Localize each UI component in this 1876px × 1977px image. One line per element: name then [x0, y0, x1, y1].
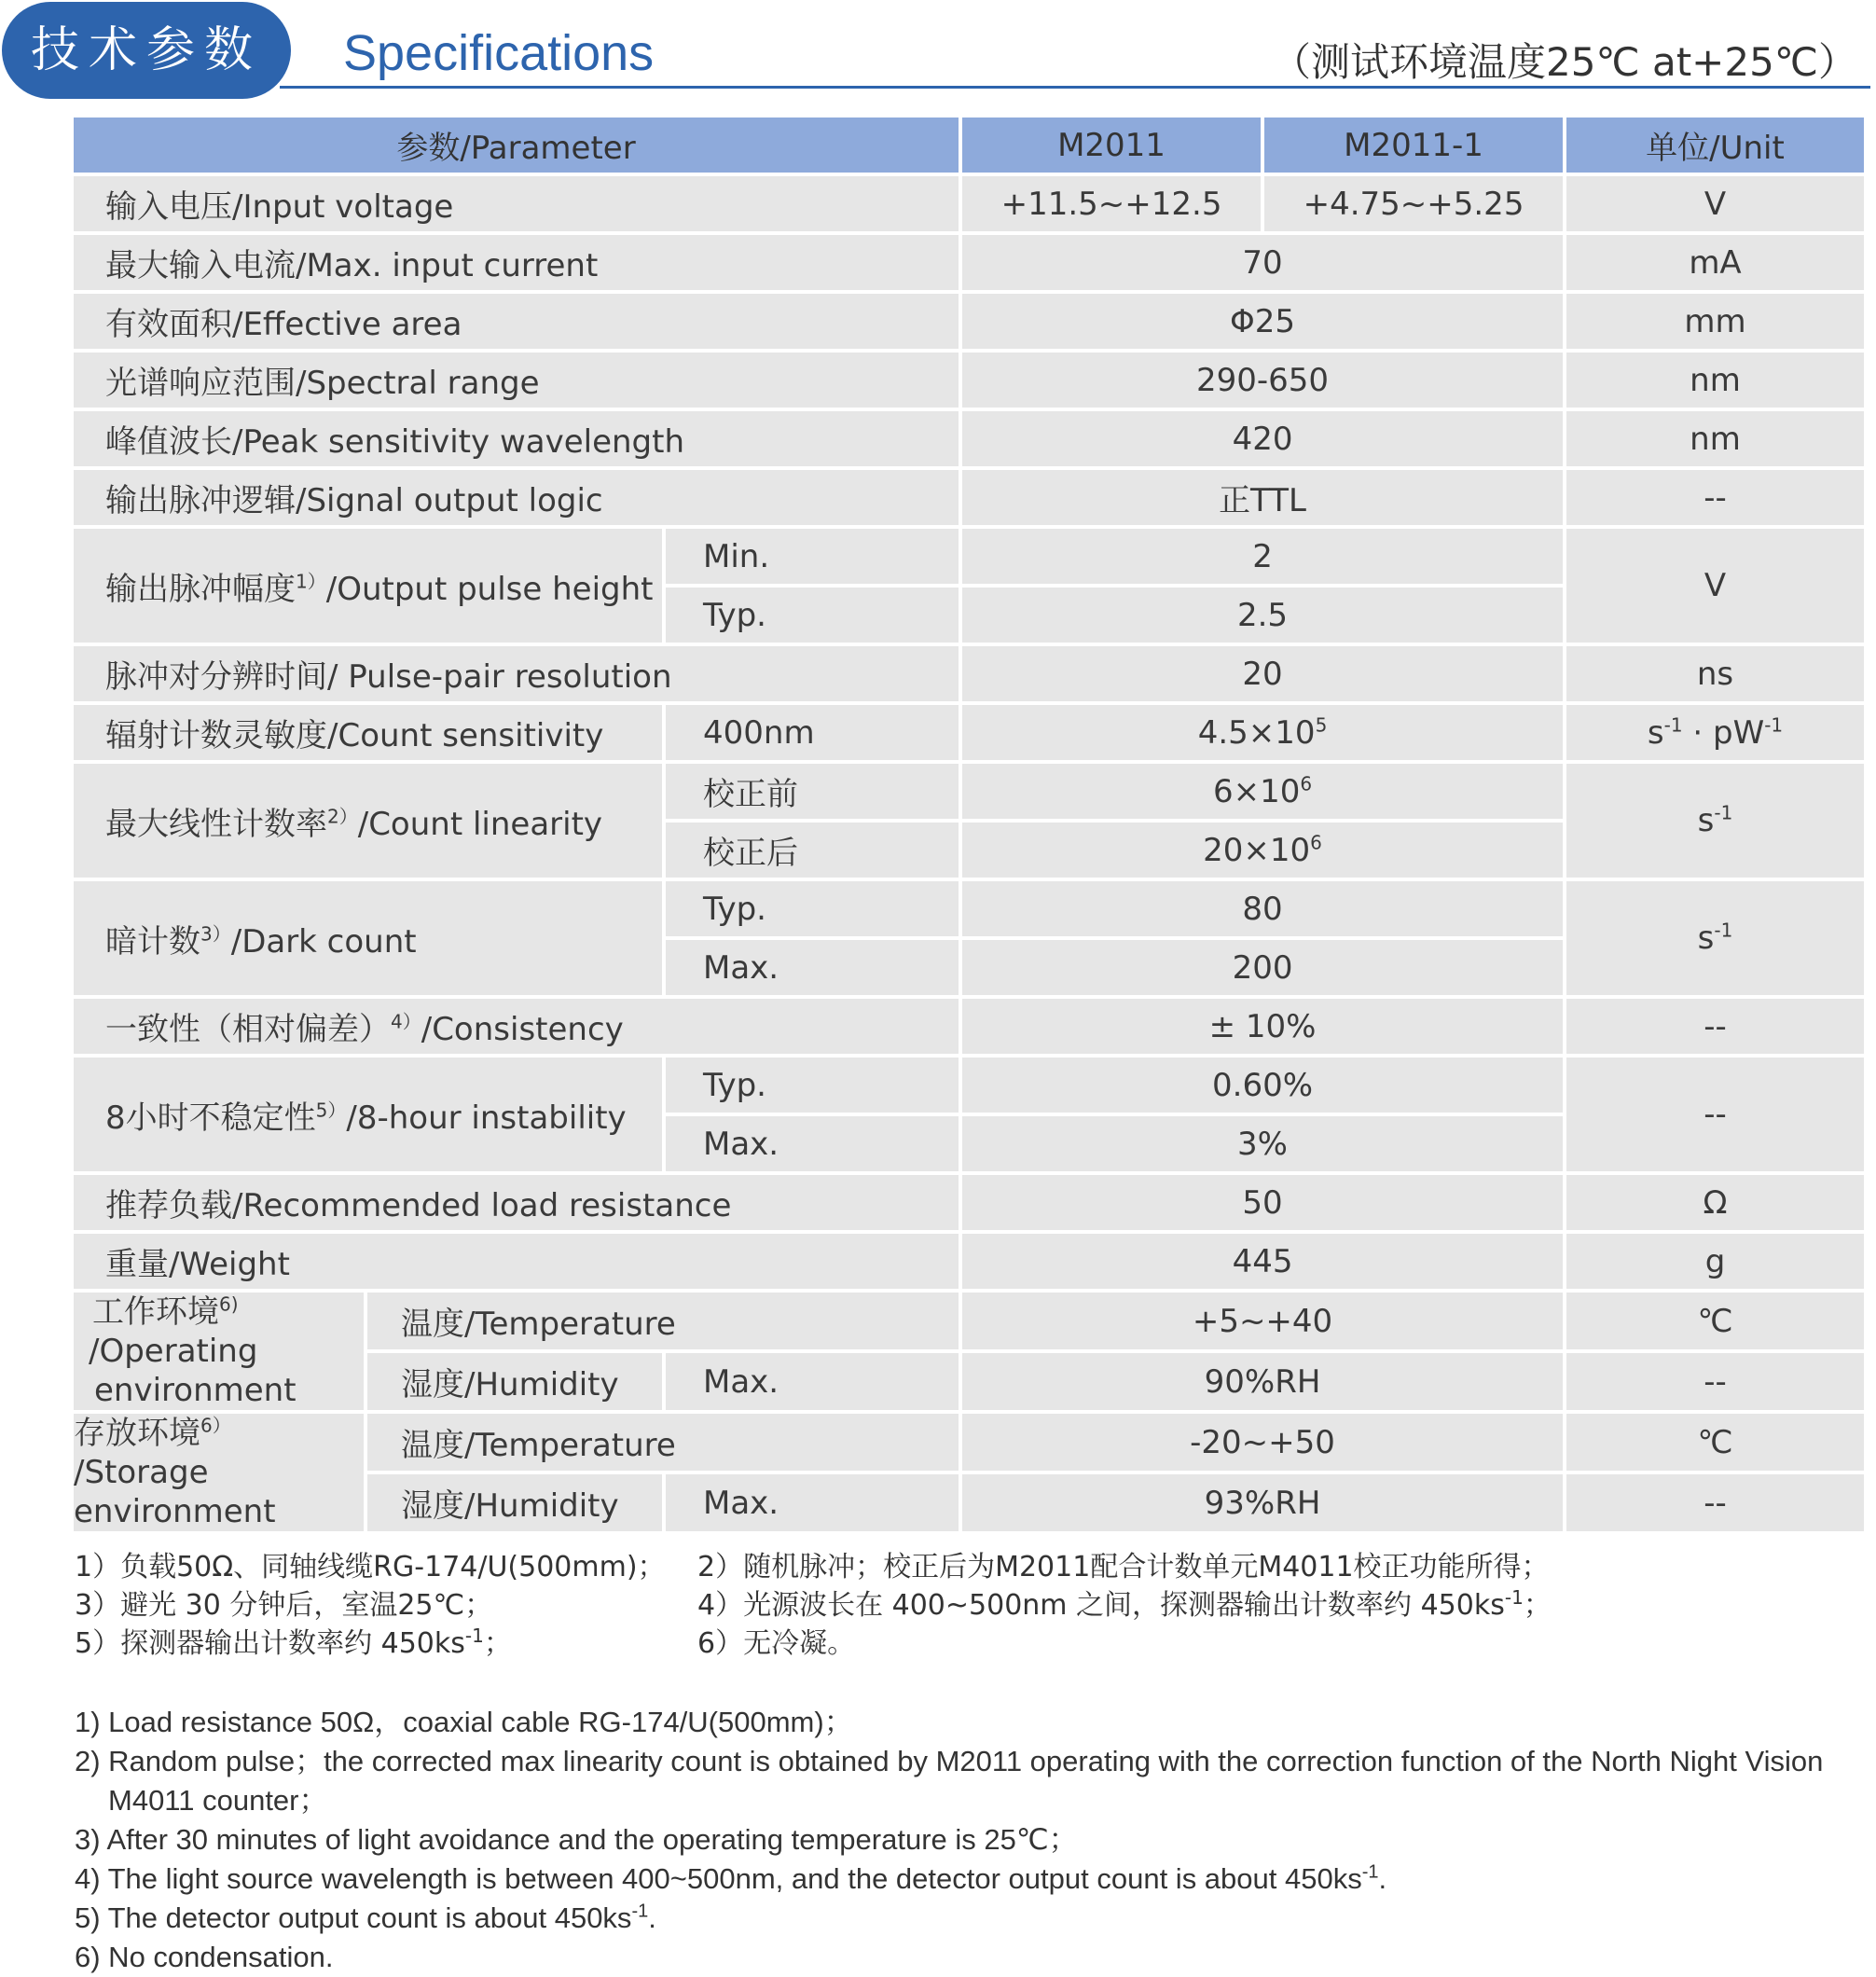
row-value: 0.60% — [962, 1058, 1563, 1113]
row-value: 70 — [962, 235, 1563, 290]
label-en: /Operating — [89, 1333, 258, 1370]
row-label — [74, 529, 662, 643]
value-exponent: 5 — [1315, 713, 1328, 737]
table-row — [74, 764, 1864, 819]
row-unit: ℃ — [1566, 1293, 1864, 1349]
footnote-exponent: -1 — [1361, 1861, 1379, 1883]
row-label: 光谱响应范围/Spectral range — [74, 353, 959, 408]
row-sublabel: 校正前 — [666, 764, 959, 819]
footnote-exponent: -1 — [631, 1901, 649, 1922]
unit-exponent: -1 — [1663, 713, 1683, 737]
row-sublabel: Typ. — [666, 1058, 959, 1113]
row-unit: nm — [1566, 353, 1864, 408]
footnote-mark: 5） — [315, 1099, 347, 1122]
label-cn: 暗计数 — [105, 922, 200, 961]
row-value: 2.5 — [962, 588, 1563, 643]
label-en: environment — [74, 1493, 276, 1530]
label-cn: 工作环境 — [92, 1293, 219, 1331]
unit-part: s — [1697, 919, 1715, 957]
footnotes-cn-right — [697, 1548, 1552, 1663]
page-header — [0, 0, 1876, 103]
footnote-mark: 2） — [327, 805, 358, 828]
row-value: 290-650 — [962, 353, 1563, 408]
value-base: 6×10 — [1212, 772, 1301, 810]
footnote: 6) No condensation. — [75, 1941, 334, 1973]
row-unit: -- — [1566, 999, 1864, 1054]
footnote-exponent: -1 — [1504, 1586, 1524, 1609]
label-en: /Output pulse height — [325, 570, 654, 608]
unit-exponent: -1 — [1764, 713, 1784, 737]
test-condition: （测试环境温度25℃ at+25℃） — [1272, 39, 1857, 85]
table-row — [74, 1414, 1864, 1471]
row-unit: ns — [1566, 646, 1864, 701]
row-label — [74, 1058, 662, 1171]
row-unit — [1566, 705, 1864, 760]
section-badge: 技术参数 — [2, 2, 291, 99]
row-value: 3% — [962, 1116, 1563, 1171]
table-row — [74, 235, 1864, 290]
row-value: 2 — [962, 529, 1563, 584]
footnote-text: 4) The light source wavelength is between 400~500nm, and the detector output count is about 450ks — [75, 1862, 1362, 1895]
label-cn: 存放环境 — [74, 1415, 200, 1452]
table-row — [74, 646, 1864, 701]
footnotes-cn-left — [75, 1548, 666, 1663]
row-value — [962, 823, 1563, 878]
row-value: 正TTL — [962, 470, 1563, 525]
page-title: Specifications — [343, 25, 655, 81]
row-unit: Ω — [1566, 1175, 1864, 1230]
row-unit: -- — [1566, 1474, 1864, 1531]
footnote: 3) After 30 minutes of light avoidance and the operating temperature is 25℃； — [75, 1823, 1078, 1856]
row-unit: -- — [1566, 1058, 1864, 1171]
footnote-text: 5) The detector output count is about 450ks — [75, 1901, 632, 1934]
row-sublabel: 400nm — [666, 705, 959, 760]
row-label — [74, 881, 662, 995]
header-m2011: M2011 — [962, 118, 1261, 173]
row-sublabel: Typ. — [666, 881, 959, 936]
row-value: ± 10% — [962, 999, 1563, 1054]
footnote: 2）随机脉冲；校正后为M2011配合计数单元M4011校正功能所得； — [697, 1551, 1550, 1583]
table-header-row — [74, 118, 1864, 173]
row-value — [962, 705, 1563, 760]
row-value: 50 — [962, 1175, 1563, 1230]
row-label — [74, 999, 959, 1054]
footnote-mark: 1） — [296, 570, 326, 593]
label-en: /Storage — [74, 1454, 209, 1491]
row-unit — [1566, 764, 1864, 878]
footnote: 3）避光 30 分钟后，室温25℃； — [75, 1589, 493, 1622]
row-unit: V — [1566, 176, 1864, 231]
header-parameter: 参数/Parameter — [74, 118, 959, 173]
row-value: 445 — [962, 1234, 1563, 1289]
header-unit: 单位/Unit — [1566, 118, 1864, 173]
footnote-text: ； — [483, 1627, 512, 1660]
row-sublabel: Max. — [666, 1474, 959, 1531]
row-unit: nm — [1566, 411, 1864, 466]
row-unit: ℃ — [1566, 1414, 1864, 1471]
row-sublabel: Min. — [666, 529, 959, 584]
footnote-mark: 3） — [200, 922, 231, 946]
footnote-text: . — [648, 1901, 656, 1934]
footnote: 6）无冷凝。 — [697, 1627, 856, 1660]
row-label: 峰值波长/Peak sensitivity wavelength — [74, 411, 959, 466]
unit-exponent: -1 — [1714, 801, 1733, 824]
row-value-m2011-1: +4.75~+5.25 — [1264, 176, 1563, 231]
footnotes-en — [75, 1703, 1846, 1977]
row-label: 输入电压/Input voltage — [74, 176, 959, 231]
footnote-text: . — [1378, 1862, 1387, 1895]
storage-env-label — [74, 1414, 364, 1531]
row-value-m2011: +11.5~+12.5 — [962, 176, 1261, 231]
row-sublabel: Max. — [666, 1116, 959, 1171]
row-sublabel: 湿度/Humidity — [367, 1474, 662, 1531]
value-base: 4.5×10 — [1197, 713, 1316, 752]
row-value — [962, 764, 1563, 819]
spec-table — [70, 114, 1868, 1535]
row-unit: -- — [1566, 1353, 1864, 1410]
table-row — [74, 353, 1864, 408]
table-row — [74, 470, 1864, 525]
row-value: 420 — [962, 411, 1563, 466]
footnote-continued: M4011 counter； — [108, 1784, 328, 1817]
row-value: 20 — [962, 646, 1563, 701]
table-row — [74, 411, 1864, 466]
unit-part: s — [1647, 713, 1664, 752]
operating-env-label — [74, 1293, 364, 1410]
table-row — [74, 881, 1864, 936]
footnote-text: ； — [1523, 1589, 1552, 1622]
row-label: 推荐负载/Recommended load resistance — [74, 1175, 959, 1230]
row-label: 有效面积/Effective area — [74, 294, 959, 349]
label-cn: 输出脉冲幅度 — [105, 570, 296, 608]
footnote: 1）负载50Ω、同轴线缆RG-174/U(500mm)； — [75, 1551, 666, 1583]
table-row — [74, 1234, 1864, 1289]
row-label: 脉冲对分辨时间/ Pulse-pair resolution — [74, 646, 959, 701]
row-unit: g — [1566, 1234, 1864, 1289]
label-en: /Consistency — [421, 1011, 624, 1048]
row-unit — [1566, 881, 1864, 995]
row-sublabel: Max. — [666, 940, 959, 995]
unit-part: · pW — [1682, 713, 1765, 752]
table-row — [74, 1293, 1864, 1349]
footnote-text: 5）探测器输出计数率约 450ks — [75, 1627, 465, 1660]
row-sublabel: 校正后 — [666, 823, 959, 878]
row-sublabel: 湿度/Humidity — [367, 1353, 662, 1410]
unit-exponent: -1 — [1714, 919, 1733, 942]
row-unit: -- — [1566, 470, 1864, 525]
label-cn: 最大线性计数率 — [105, 805, 327, 843]
row-label — [74, 764, 662, 878]
header-m2011-1: M2011-1 — [1264, 118, 1563, 173]
footnote — [697, 1586, 1552, 1624]
footnote-exponent: -1 — [464, 1624, 484, 1647]
row-label: 重量/Weight — [74, 1234, 959, 1289]
label-cn: 一致性（相对偏差） — [105, 1011, 391, 1048]
footnote — [75, 1859, 1846, 1899]
row-label: 输出脉冲逻辑/Signal output logic — [74, 470, 959, 525]
footnote-mark: 6） — [200, 1414, 231, 1437]
row-label: 辐射计数灵敏度/Count sensitivity — [74, 705, 662, 760]
footnote-mark: 4） — [391, 1010, 421, 1033]
row-unit: mA — [1566, 235, 1864, 290]
row-value: 93%RH — [962, 1474, 1563, 1531]
value-exponent: 6 — [1310, 831, 1322, 854]
value-exponent: 6 — [1300, 772, 1313, 795]
footnote — [75, 1899, 1846, 1938]
table-row — [74, 705, 1864, 760]
header-rule — [280, 86, 1870, 89]
table-row — [74, 999, 1864, 1054]
footnote: 2) Random pulse；the corrected max linearity count is obtained by M2011 operating with the correction function of the North Night Vision — [75, 1745, 1824, 1777]
row-sublabel: 温度/Temperature — [367, 1293, 959, 1349]
label-en: /Count linearity — [357, 805, 603, 843]
label-en: environment — [94, 1372, 297, 1409]
table-row — [74, 294, 1864, 349]
label-cn: 8小时不稳定性 — [105, 1099, 316, 1137]
row-label: 最大输入电流/Max. input current — [74, 235, 959, 290]
unit-part: s — [1697, 802, 1715, 839]
row-sublabel: Max. — [666, 1353, 959, 1410]
row-value: +5~+40 — [962, 1293, 1563, 1349]
row-value: 90%RH — [962, 1353, 1563, 1410]
row-value: 80 — [962, 881, 1563, 936]
table-row — [74, 529, 1864, 584]
row-value: 200 — [962, 940, 1563, 995]
row-value: -20~+50 — [962, 1414, 1563, 1471]
table-row — [74, 1058, 1864, 1113]
row-sublabel: 温度/Temperature — [367, 1414, 959, 1471]
footnote-mark: 6) — [219, 1293, 239, 1316]
value-base: 20×10 — [1203, 831, 1311, 869]
label-en: /8-hour instability — [346, 1099, 627, 1137]
table-row — [74, 176, 1864, 231]
row-sublabel: Typ. — [666, 588, 959, 643]
row-unit: V — [1566, 529, 1864, 643]
label-en: /Dark count — [230, 922, 417, 961]
row-unit: mm — [1566, 294, 1864, 349]
table-row — [74, 1175, 1864, 1230]
footnote-text: 4）光源波长在 400~500nm 之间，探测器输出计数率约 450ks — [697, 1589, 1505, 1622]
footnote: 1) Load resistance 50Ω，coaxial cable RG-174/U(500mm)； — [75, 1706, 853, 1738]
footnote — [75, 1624, 666, 1663]
row-value: Φ25 — [962, 294, 1563, 349]
